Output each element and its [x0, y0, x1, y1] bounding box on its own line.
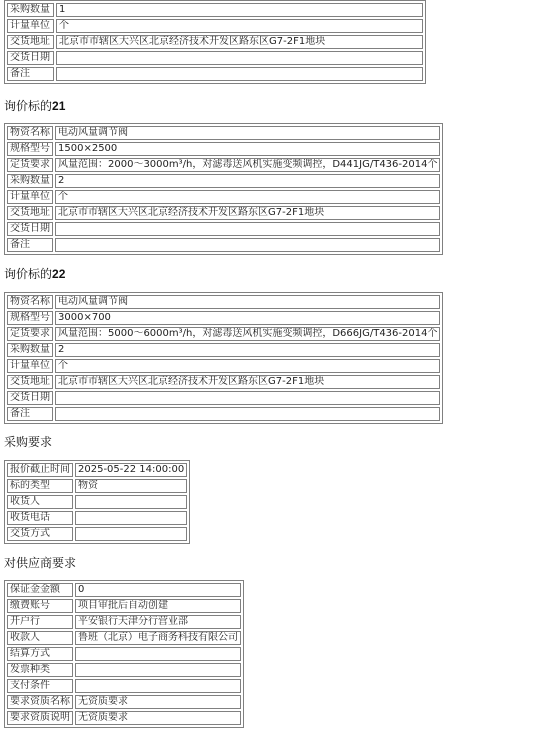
field-label: 交货日期: [7, 391, 53, 405]
field-label: 交货方式: [7, 527, 73, 541]
field-value: 2: [55, 174, 440, 188]
table-row: [7, 51, 423, 65]
table-row: [7, 695, 241, 709]
field-value: [56, 51, 423, 65]
table-row: [7, 479, 187, 493]
field-label: 收款人: [7, 631, 73, 645]
table-row: [7, 295, 440, 309]
table-row: [7, 679, 241, 693]
field-label: 物资名称: [7, 126, 53, 140]
lot22-rows: [7, 295, 440, 421]
table-row: [7, 67, 423, 81]
field-value: [55, 222, 440, 236]
table-row: [7, 206, 440, 220]
field-value: 3000×700: [55, 311, 440, 325]
table-row: [7, 174, 440, 188]
field-label: 发票种类: [7, 663, 73, 677]
field-label: 备注: [7, 407, 53, 421]
field-value: [75, 495, 187, 509]
table-row: [7, 391, 440, 405]
lot21-heading: [4, 97, 65, 114]
field-value: [56, 67, 423, 81]
field-label: 规格型号: [7, 311, 53, 325]
field-value: [55, 407, 440, 421]
field-value: [75, 679, 241, 693]
field-label: 规格型号: [7, 142, 53, 156]
field-value: 风量范围：5000～6000m³/h，对滤毒送风机实施变频调控，D666JG/T436-2014个: [55, 327, 440, 341]
supplier-heading: 对供应商要求: [4, 556, 77, 570]
field-value: [75, 527, 187, 541]
field-label: 计量单位: [7, 190, 53, 204]
table-row: [7, 527, 187, 541]
table-row: [7, 511, 187, 525]
lot-top-table: [4, 0, 426, 84]
table-row: [7, 407, 440, 421]
field-label: 备注: [7, 67, 54, 81]
field-label: 交货日期: [7, 222, 53, 236]
field-value: 无资质要求: [75, 695, 241, 709]
field-value: 2: [55, 343, 440, 357]
table-row: [7, 35, 423, 49]
table-row: [7, 375, 440, 389]
field-label: 保证金金额: [7, 583, 73, 597]
field-label: 采购数量: [7, 3, 54, 17]
field-value: 风量范围：2000～3000m³/h，对滤毒送风机实施变频调控，D441JG/T436-2014个: [55, 158, 440, 172]
field-value: [75, 663, 241, 677]
field-value: 个: [55, 190, 440, 204]
table-row: [7, 495, 187, 509]
lot22-table: [4, 292, 443, 424]
field-value: 北京市市辖区大兴区北京经济技术开发区路东区G7-2F1地块: [55, 375, 440, 389]
lot22-heading-number: 22: [52, 267, 66, 281]
table-row: [7, 711, 241, 725]
field-value: 无资质要求: [75, 711, 241, 725]
field-label: 备注: [7, 238, 53, 252]
field-value: 电动风量调节阀: [55, 126, 440, 140]
field-value: 平安银行天津分行营业部: [75, 615, 241, 629]
lot21-heading-prefix: 询价标的: [4, 99, 53, 113]
field-value: 物资: [75, 479, 187, 493]
lot21-heading-number: 21: [52, 99, 66, 113]
field-label: 采购数量: [7, 343, 53, 357]
field-label: 支付条件: [7, 679, 73, 693]
field-value: 0: [75, 583, 241, 597]
field-label: 采购数量: [7, 174, 53, 188]
table-row: [7, 343, 440, 357]
field-label: 收货电话: [7, 511, 73, 525]
supplier-rows: [7, 583, 241, 725]
field-value: 1500×2500: [55, 142, 440, 156]
table-row: [7, 463, 187, 477]
lot22-heading-prefix: 询价标的: [4, 267, 53, 281]
lot-top-rows: [7, 3, 423, 81]
table-row: [7, 3, 423, 17]
field-value: [55, 391, 440, 405]
field-label: 定货要求: [7, 327, 53, 341]
field-label: 报价截止时间: [7, 463, 73, 477]
field-value: 个: [56, 19, 423, 33]
table-row: [7, 599, 241, 613]
field-value: 个: [55, 359, 440, 373]
table-row: [7, 311, 440, 325]
procurement-heading: 采购要求: [4, 435, 53, 449]
lot21-table: [4, 123, 443, 255]
table-row: [7, 327, 440, 341]
table-row: [7, 142, 440, 156]
field-value: 项目审批后自动创建: [75, 599, 241, 613]
procurement-table: [4, 460, 190, 544]
table-row: [7, 158, 440, 172]
supplier-table: [4, 580, 244, 728]
field-value: 北京市市辖区大兴区北京经济技术开发区路东区G7-2F1地块: [56, 35, 423, 49]
field-label: 要求资质说明: [7, 711, 73, 725]
field-label: 交货地址: [7, 375, 53, 389]
table-row: [7, 615, 241, 629]
table-row: [7, 631, 241, 645]
field-label: 交货地址: [7, 206, 53, 220]
field-label: 计量单位: [7, 19, 54, 33]
table-row: [7, 190, 440, 204]
table-row: [7, 583, 241, 597]
table-row: [7, 19, 423, 33]
lot22-heading: [4, 265, 65, 282]
field-value: [75, 511, 187, 525]
field-label: 要求资质名称: [7, 695, 73, 709]
field-label: 定货要求: [7, 158, 53, 172]
field-label: 开户行: [7, 615, 73, 629]
table-row: [7, 126, 440, 140]
table-row: [7, 359, 440, 373]
field-label: 缴费账号: [7, 599, 73, 613]
field-label: 物资名称: [7, 295, 53, 309]
field-value: 2025-05-22 14:00:00: [75, 463, 187, 477]
field-value: 1: [56, 3, 423, 17]
field-label: 交货地址: [7, 35, 54, 49]
field-value: [55, 238, 440, 252]
table-row: [7, 647, 241, 661]
field-value: 鲁班（北京）电子商务科技有限公司: [75, 631, 241, 645]
field-label: 结算方式: [7, 647, 73, 661]
procurement-rows: [7, 463, 187, 541]
field-label: 标的类型: [7, 479, 73, 493]
table-row: [7, 222, 440, 236]
field-label: 交货日期: [7, 51, 54, 65]
table-row: [7, 238, 440, 252]
field-value: [75, 647, 241, 661]
field-label: 收货人: [7, 495, 73, 509]
field-value: 北京市市辖区大兴区北京经济技术开发区路东区G7-2F1地块: [55, 206, 440, 220]
table-row: [7, 663, 241, 677]
field-value: 电动风量调节阀: [55, 295, 440, 309]
field-label: 计量单位: [7, 359, 53, 373]
lot21-rows: [7, 126, 440, 252]
